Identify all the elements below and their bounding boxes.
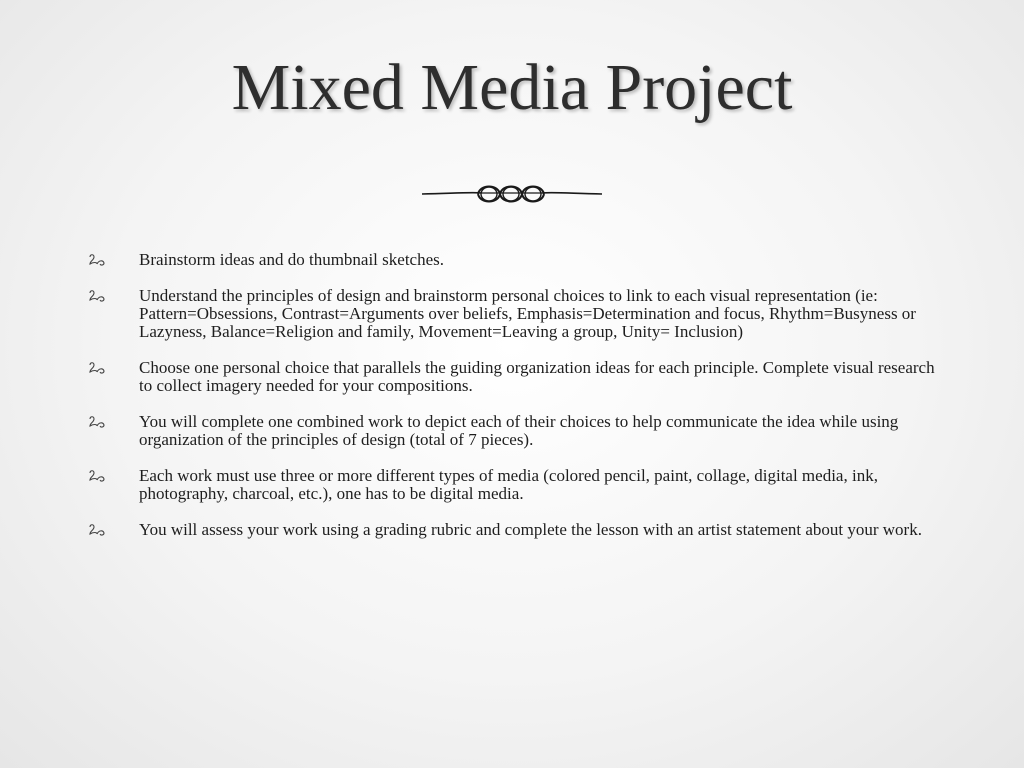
list-item: [88, 287, 948, 341]
list-item: [88, 467, 948, 503]
list-item: [88, 359, 948, 395]
bullet-text: Choose one personal choice that parallels the guiding organization ideas for each principle. Complete visual research to collect imagery needed for your compositions.: [139, 358, 935, 395]
slide-title: Mixed Media Project: [231, 51, 793, 124]
bullet-text: Understand the principles of design and brainstorm personal choices to link to each visual representation (ie: Pattern=Obsessions, Contrast=Arguments over beliefs, Emphasis=Determination and focus, Rhythm=Busyness or Lazyness, Balance=Religion and family, Movement=Leaving a group, Unity= Inclusion): [139, 286, 916, 341]
list-item: [88, 413, 948, 449]
fleuron-bullet-icon: [88, 253, 106, 267]
fleuron-bullet-icon: [88, 361, 106, 375]
fleuron-bullet-icon: [88, 523, 106, 537]
fleuron-bullet-icon: [88, 415, 106, 429]
fleuron-bullet-icon: [88, 289, 106, 303]
bullet-text: You will assess your work using a grading rubric and complete the lesson with an artist statement about your work.: [139, 520, 922, 539]
scroll-flourish-icon: [420, 178, 604, 210]
bullet-text: Each work must use three or more different types of media (colored pencil, paint, collage, digital media, ink, photography, charcoal, etc.), one has to be digital media.: [139, 466, 878, 503]
list-item: [88, 521, 948, 539]
bullet-text: Brainstorm ideas and do thumbnail sketches.: [139, 250, 444, 269]
bullet-text: You will complete one combined work to depict each of their choices to help communicate the idea while using organization of the principles of design (total of 7 pieces).: [139, 412, 899, 449]
list-item: [88, 251, 948, 269]
fleuron-bullet-icon: [88, 469, 106, 483]
bullet-list: [88, 251, 948, 557]
